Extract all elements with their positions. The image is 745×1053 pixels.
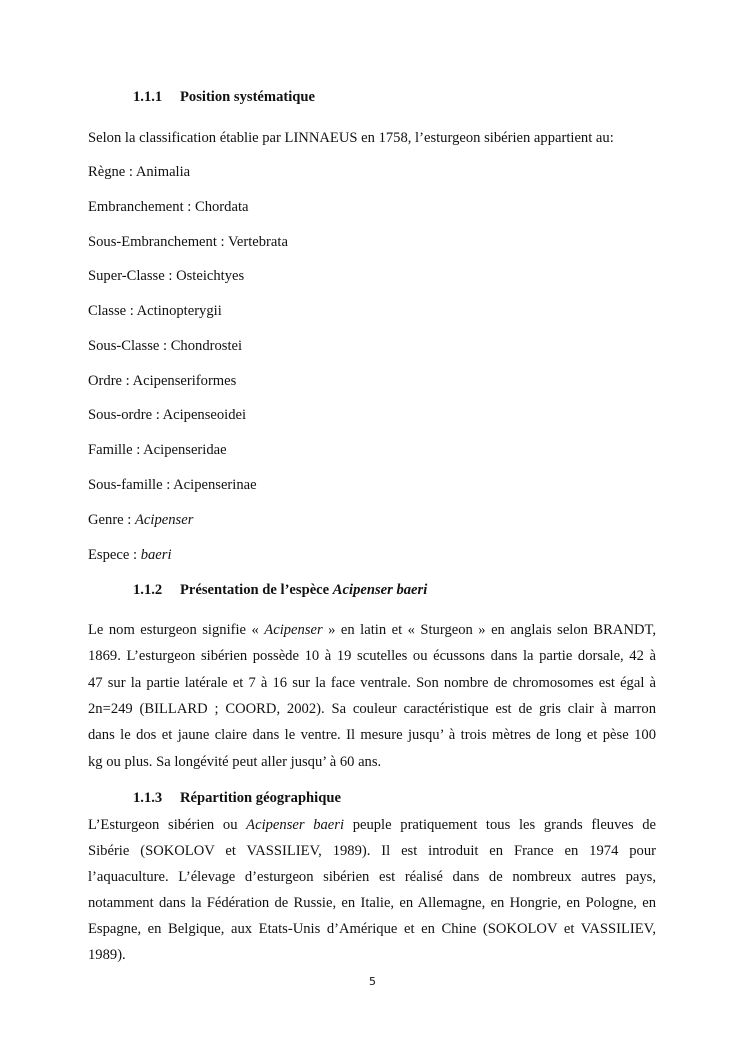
taxonomy-line (88, 233, 288, 251)
text-segment: kg ou plus. Sa longévité peut aller jusqu’ à 60 ans. (88, 754, 382, 770)
text-segment: Classe : Actinopterygii (88, 303, 222, 319)
text-segment: Sous-Classe : Chondrostei (88, 338, 243, 354)
section-heading (133, 789, 341, 807)
section-title: Position systématique (180, 89, 315, 105)
text-segment: Sous-ordre : Acipenseoidei (88, 407, 247, 423)
text-segment: Règne : Animalia (88, 164, 191, 180)
italic-text: Acipenser (264, 622, 323, 638)
text-segment: 47 sur la partie latérale et 7 à 16 sur la face ventrale. Son nombre de chromosomes est égal à (88, 675, 656, 691)
text-segment: Famille : Acipenseridae (88, 442, 227, 458)
text-segment: Embranchement : Chordata (88, 199, 249, 215)
paragraph-line (88, 946, 126, 964)
paragraph-line (88, 894, 656, 912)
taxonomy-line (88, 372, 236, 390)
text-segment: peuple pratiquement tous les grands fleuves de (344, 817, 657, 833)
text-segment: Sous-Embranchement : Vertebrata (88, 234, 288, 250)
paragraph-line (88, 621, 656, 639)
taxonomy-line (88, 337, 242, 355)
page-number: 5 (369, 975, 376, 988)
paragraph-line (88, 726, 656, 744)
paragraph-line (88, 842, 656, 860)
text-segment: Ordre : Acipenseriformes (88, 373, 237, 389)
taxonomy-line (88, 163, 190, 181)
text-segment: Espagne, en Belgique, aux Etats-Unis d’Amérique et en Chine (SOKOLOV et VASSILIEV, (88, 921, 656, 937)
text-segment: Sous-famille : Acipenserinae (88, 477, 257, 493)
section-number: 1.1.1 (133, 89, 163, 105)
paragraph-line (88, 816, 656, 834)
paragraph-line (88, 674, 656, 692)
text-segment: 2n=249 (BILLARD ; COORD, 2002). Sa couleur caractéristique est de gris clair à marron (88, 701, 656, 717)
taxonomy-line (88, 198, 248, 216)
taxonomy-line (88, 267, 244, 285)
taxonomy-line (88, 476, 257, 494)
italic-text: Acipenser (135, 512, 194, 528)
paragraph-line (88, 700, 656, 718)
section-title: Acipenser baeri (332, 582, 428, 598)
text-segment: Super-Classe : Osteichtyes (88, 268, 245, 284)
section-heading (133, 581, 427, 599)
text-segment: » en latin et « Sturgeon » en anglais selon BRANDT, (322, 622, 657, 638)
italic-text: Acipenser baeri (246, 817, 345, 833)
text-segment: L’Esturgeon sibérien ou (88, 817, 247, 833)
section-heading (133, 88, 315, 106)
text-segment: dans le dos et jaune claire dans le ventre. Il mesure jusqu’ à trois mètres de long et pèse 100 (88, 727, 656, 743)
text-segment: Le nom esturgeon signifie « (88, 622, 265, 638)
intro-text: Selon la classification établie par LINNAEUS en 1758, l’esturgeon sibérien appartient au: (88, 130, 614, 146)
paragraph-line (88, 920, 656, 938)
taxonomy-line (88, 302, 222, 320)
text-segment: notamment dans la Fédération de Russie, en Italie, en Allemagne, en Hongrie, en Pologne, en (88, 895, 656, 911)
text-segment: 1869. L’esturgeon sibérien possède 10 à 19 scutelles ou écussons dans la partie dorsale, 42 à (88, 648, 656, 664)
text-segment: Genre : (88, 512, 136, 528)
paragraph-line (88, 647, 656, 665)
taxonomy-line (88, 441, 227, 459)
section-number: 1.1.3 (133, 790, 163, 806)
italic-text: baeri (140, 547, 172, 563)
taxonomy-line (88, 546, 172, 564)
taxonomy-line (88, 511, 193, 529)
section-title: Répartition géographique (180, 790, 341, 806)
text-segment: 1989). (88, 947, 126, 963)
section-number: 1.1.2 (133, 582, 163, 598)
text-segment: l’aquaculture. L’élevage d’esturgeon sibérien est réalisé dans de nombreux autres pays, (88, 869, 656, 885)
section-title: Présentation de l’espèce (180, 582, 333, 598)
text-segment: Sibérie (SOKOLOV et VASSILIEV, 1989). Il est introduit en France en 1974 pour (88, 843, 656, 859)
taxonomy-line (88, 406, 246, 424)
text-segment: Espece : (88, 547, 141, 563)
paragraph-line (88, 868, 656, 886)
paragraph-line (88, 753, 381, 771)
